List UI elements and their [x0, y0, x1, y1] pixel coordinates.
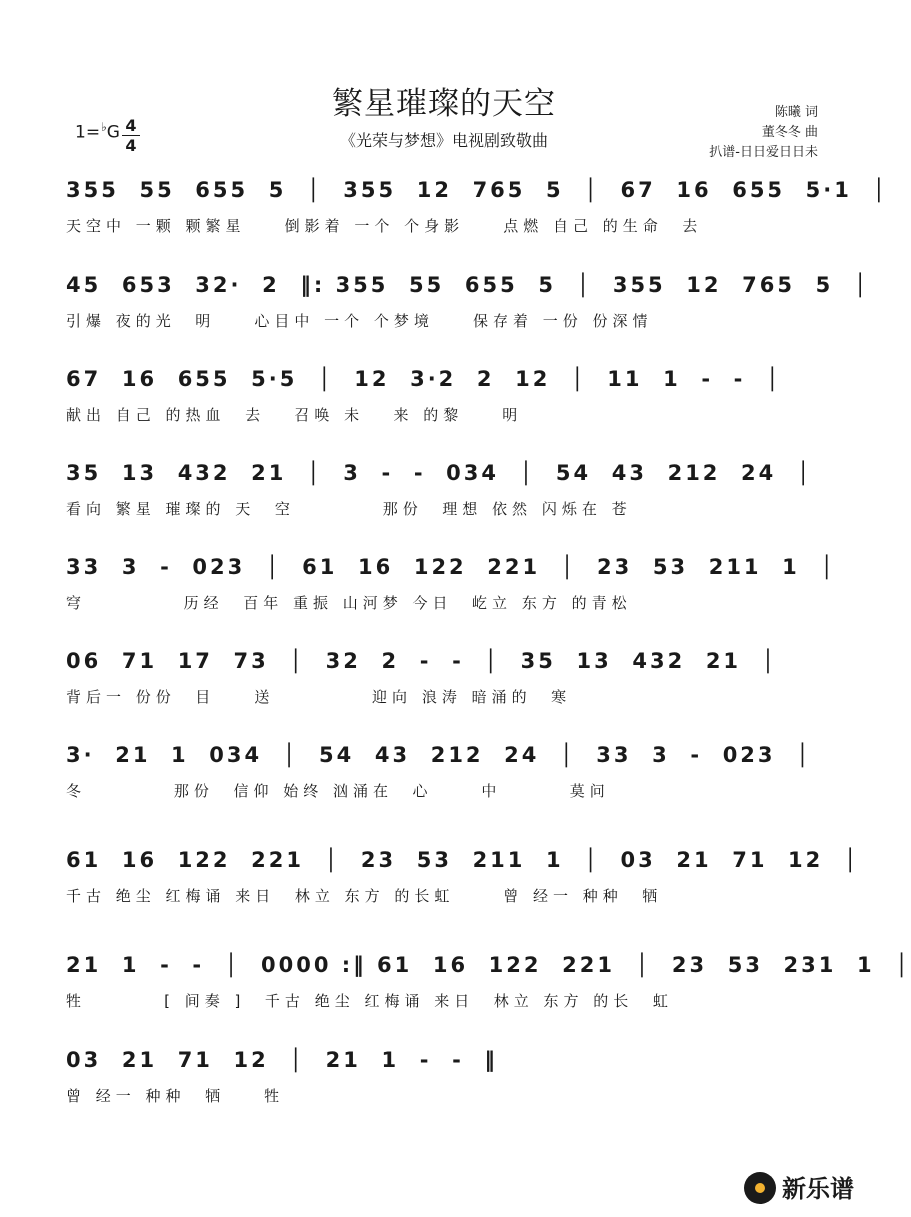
lyric-line: 献出 自己 的热血 去 召唤 未 来 的黎 明: [66, 406, 523, 424]
lyric-line: 看向 繁星 璀璨的 天 空 那份 理想 依然 闪烁在 苍: [66, 500, 632, 518]
time-signature: [122, 117, 140, 154]
meter-bottom: 4: [125, 136, 137, 155]
composer-credit: 董冬冬 曲: [761, 125, 818, 140]
note-line: 45 653 32· 2 ‖: 355 55 655 5 │ 355 12 765 5 │: [66, 273, 870, 297]
lyric-line: 曾 经一 种种 牺 牲: [66, 1087, 285, 1105]
key-prefix: 1=: [75, 122, 101, 143]
score-system: [60, 945, 911, 1025]
score-system: [60, 265, 870, 345]
note-line: 35 13 432 21 │ 3 - - 034 │ 54 43 212 24 │: [66, 461, 813, 485]
score-system: [60, 453, 820, 533]
score-system: [60, 170, 889, 250]
score-system: [60, 547, 837, 627]
flat-symbol: ♭: [101, 120, 107, 134]
lyric-line: 牲 [ 间奏 ] 千古 绝尘 红梅诵 来日 林立 东方 的长 虹: [66, 992, 673, 1010]
note-line: 21 1 - - │ 0000 :‖ 61 16 122 221 │ 23 53 231 1 │: [66, 953, 911, 977]
site-logo: [744, 1171, 874, 1207]
lyric-line: 天空中 一颗 颗繁星 倒影着 一个 个身影 点燃 自己 的生命 去: [66, 217, 703, 235]
lyric-line: 引爆 夜的光 明 心目中 一个 个梦境 保存着 一份 份深情: [66, 312, 653, 330]
subtitle: 《光荣与梦想》电视剧致敬曲: [339, 131, 548, 150]
score-system: [60, 1040, 820, 1120]
transcriber-credit: 扒谱-日日爱日日未: [709, 145, 818, 160]
score-system: [60, 735, 820, 815]
key-signature: [75, 120, 120, 143]
lyric-line: 冬 那份 信仰 始终 汹涌在 心 中 莫问: [66, 782, 610, 800]
vinyl-record-icon: [744, 1172, 776, 1204]
meter-top: 4: [125, 116, 137, 135]
page-title: 繁星璀璨的天空: [332, 86, 556, 122]
lyric-line: 千古 绝尘 红梅诵 来日 林立 东方 的长虹 曾 经一 种种 牺: [66, 887, 663, 905]
key-letter: G: [106, 122, 120, 143]
note-line: 3· 21 1 034 │ 54 43 212 24 │ 33 3 - 023 │: [66, 743, 812, 767]
note-line: 03 21 71 12 │ 21 1 - - ‖: [66, 1048, 498, 1072]
lyricist-credit: 陈曦 词: [774, 105, 818, 120]
score-system: [60, 840, 860, 920]
note-line: 61 16 122 221 │ 23 53 211 1 │ 03 21 71 12 │: [66, 848, 860, 872]
lyric-line: 穹 历经 百年 重振 山河梦 今日 屹立 东方 的青松: [66, 594, 632, 612]
note-line: 06 71 17 73 │ 32 2 - - │ 35 13 432 21 │: [66, 649, 778, 673]
lyric-line: 背后一 份份 目 送 迎向 浪涛 暗涌的 寒: [66, 688, 572, 706]
score-system: [60, 359, 820, 439]
score-system: [60, 641, 820, 721]
note-line: 67 16 655 5·5 │ 12 3·2 2 12 │ 11 1 - - │: [66, 367, 782, 391]
note-line: 355 55 655 5 │ 355 12 765 5 │ 67 16 655 5·1 │: [66, 178, 889, 202]
logo-text: 新乐谱: [782, 1175, 854, 1203]
note-line: 33 3 - 023 │ 61 16 122 221 │ 23 53 211 1 │: [66, 555, 837, 579]
